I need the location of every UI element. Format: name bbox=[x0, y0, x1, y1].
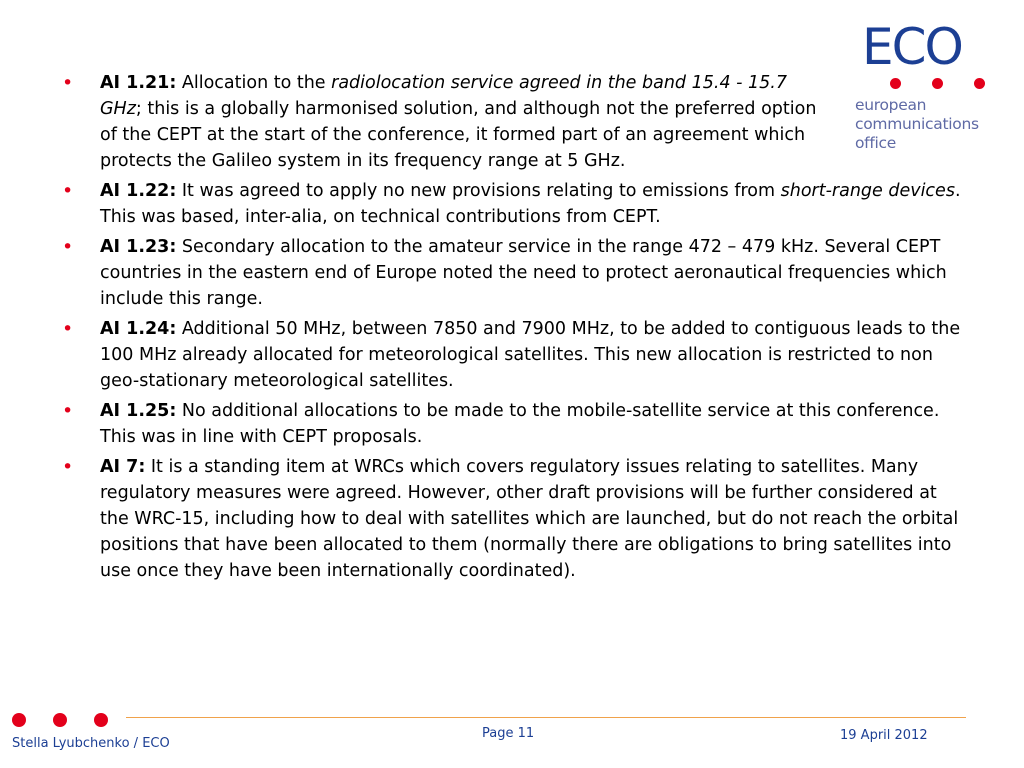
logo-dot bbox=[974, 78, 985, 89]
bullet-icon: • bbox=[62, 72, 74, 94]
bullet-icon: • bbox=[62, 318, 74, 340]
logo-line-3: office bbox=[855, 134, 896, 152]
list-item bbox=[62, 398, 962, 450]
list-item bbox=[62, 178, 962, 230]
logo-line-1: european bbox=[855, 96, 927, 114]
bullet-icon: • bbox=[62, 236, 74, 258]
item-text: No additional allocations to be made to the mobile-satellite service at this conference. This was in line with CEPT proposals. bbox=[100, 401, 940, 447]
logo-line-2: communications bbox=[855, 115, 979, 133]
item-text: Secondary allocation to the amateur service in the range 472 – 479 kHz. Several CEPT countries in the eastern end of Europe noted the need to protect aeronautical frequencies which include this range. bbox=[100, 237, 947, 309]
logo-mark: ECO bbox=[862, 18, 962, 76]
item-text-italic: short-range devices bbox=[780, 181, 955, 201]
footer-dot bbox=[53, 713, 67, 727]
item-text-italic: radiolocation service agreed in the band 15.4 - 15.7 GHz bbox=[100, 73, 787, 119]
item-text: ; this is a globally harmonised solution, and although not the preferred option of the CEPT at the start of the conference, it formed part of an agreement which protects the Galileo system in its frequency range at 5 GHz. bbox=[100, 99, 817, 171]
item-text: Allocation to the bbox=[176, 73, 332, 93]
item-label: AI 1.25: bbox=[100, 401, 177, 421]
footer-dots bbox=[12, 713, 112, 729]
list-item bbox=[62, 454, 962, 584]
footer-dot bbox=[94, 713, 108, 727]
item-label: AI 1.22: bbox=[100, 181, 177, 201]
footer-author: Stella Lyubchenko / ECO bbox=[12, 736, 170, 751]
bullet-icon: • bbox=[62, 456, 74, 478]
list-item bbox=[62, 316, 962, 394]
list-item bbox=[62, 234, 962, 312]
item-text: . This was based, inter-alia, on technical contributions from CEPT. bbox=[100, 181, 961, 227]
item-label: AI 7: bbox=[100, 457, 146, 477]
list-item bbox=[62, 70, 820, 174]
footer-dot bbox=[12, 713, 26, 727]
item-text: It was agreed to apply no new provisions relating to emissions from bbox=[176, 181, 781, 201]
page-number: Page 11 bbox=[482, 726, 535, 741]
item-label: AI 1.21: bbox=[100, 73, 177, 93]
item-label: AI 1.23: bbox=[100, 237, 177, 257]
item-label: AI 1.24: bbox=[100, 319, 177, 339]
item-text: It is a standing item at WRCs which covers regulatory issues relating to satellites. Many regulatory measures were agreed. However, other draft provisions will be further considered at the WRC-15, including how to deal with satellites which are launched, but do not reach the orbital positions that have been allocated to them (normally there are obligations to bring satellites into use once they have been internationally coordinated). bbox=[100, 457, 959, 581]
footer-divider bbox=[126, 717, 966, 718]
footer-date: 19 April 2012 bbox=[840, 728, 928, 743]
item-text: Additional 50 MHz, between 7850 and 7900 MHz, to be added to contiguous leads to the 100 MHz already allocated for meteorological satellites. This new allocation is restricted to non geo-stationary meteorological satellites. bbox=[100, 319, 961, 391]
bullet-icon: • bbox=[62, 180, 74, 202]
bullet-list bbox=[62, 70, 962, 584]
bullet-icon: • bbox=[62, 400, 74, 422]
